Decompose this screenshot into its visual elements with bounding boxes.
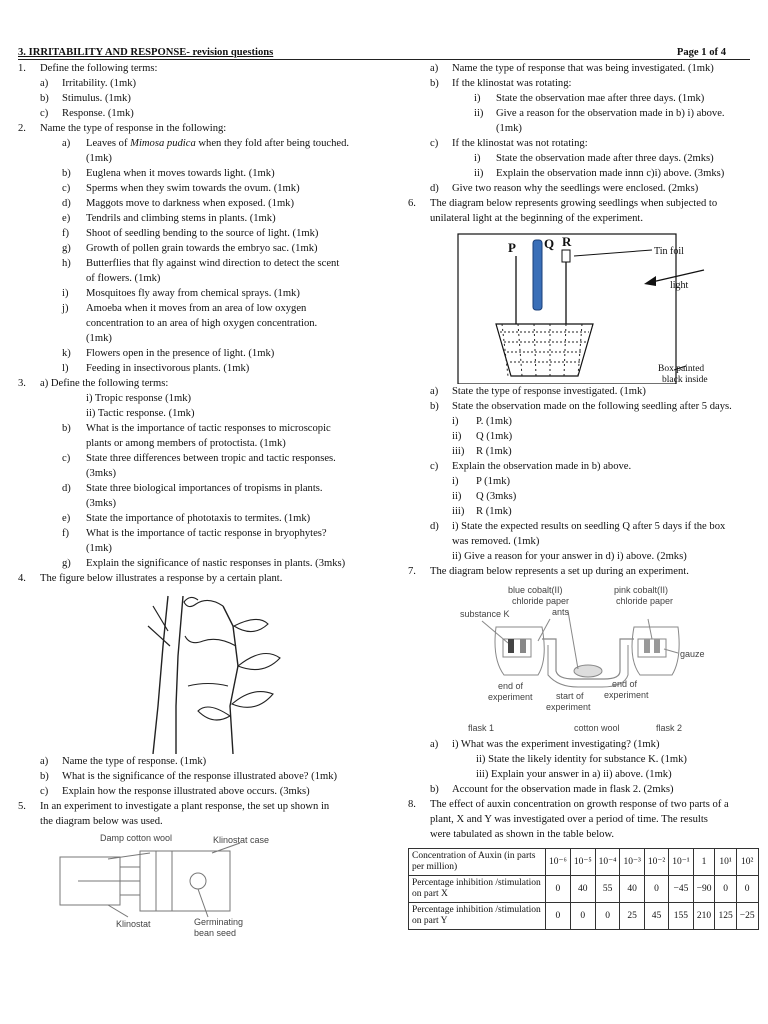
auxin-table <box>408 848 759 930</box>
question-line <box>18 76 362 91</box>
label-pink-chloride-paper: chloride paper <box>616 596 674 606</box>
question-text: Response. (1mk) <box>62 108 134 119</box>
question-line <box>18 754 362 769</box>
question-number: b) <box>430 784 439 795</box>
question-text: Butterflies that fly against wind direction to detect the scent <box>86 258 340 269</box>
question-number: a) <box>430 386 439 397</box>
question-text: (3mks) <box>86 468 117 479</box>
question-line <box>18 151 362 166</box>
question-list-1-4 <box>18 61 362 586</box>
label-substance-k: substance K <box>460 609 510 619</box>
question-text: Explain how the response illustrated above occurs. (3mks) <box>62 786 310 797</box>
question-text: P (1mk) <box>476 476 511 487</box>
question-line <box>408 812 760 827</box>
tendril-plant-drawing <box>18 586 362 754</box>
label-start-of: start of <box>556 691 584 701</box>
question-list-4-5 <box>18 754 362 829</box>
question-text: If the klinostat was not rotating: <box>452 138 588 149</box>
question-line <box>18 376 362 391</box>
question-number: d) <box>62 483 71 494</box>
question-number: 7. <box>408 566 416 577</box>
label-end-of-2: end of <box>612 679 638 689</box>
question-text: State three biological importances of tropisms in plants. <box>86 483 323 494</box>
question-line <box>408 181 760 196</box>
label-bean-seed: bean seed <box>194 928 237 938</box>
question-text: Maggots move to darkness when exposed. (1mk) <box>86 198 295 209</box>
question-number: a) <box>40 756 49 767</box>
question-number: 8. <box>408 799 416 810</box>
question-line <box>408 782 760 797</box>
question-list-5-6 <box>408 61 760 226</box>
question-text: was removed. (1mk) <box>452 536 540 547</box>
table-header-part-x: Percentage inhibition /stimulation on part X <box>409 876 546 903</box>
question-number: 5. <box>18 801 26 812</box>
question-text: Account for the observation made in flask 2. (2mks) <box>452 784 674 795</box>
page-number: Page 1 of 4 <box>676 47 726 58</box>
question-line <box>408 429 760 444</box>
question-list-7-8 <box>408 737 760 842</box>
question-text: Q (1mk) <box>476 431 513 442</box>
label-flask-1: flask 1 <box>468 723 495 733</box>
question-text: State the observation made on the following seedling after 5 days. <box>452 401 732 412</box>
table-cell: 125 <box>715 903 736 930</box>
table-cell: −45 <box>669 876 693 903</box>
question-text: Give a reason for the observation made in b) i) above. <box>496 108 725 119</box>
question-line <box>18 181 362 196</box>
label-box-painted: Box painted <box>658 364 705 374</box>
question-line <box>408 106 760 121</box>
question-text: State the observation mae after three days. (1mk) <box>496 93 705 104</box>
question-line <box>18 511 362 526</box>
question-text: Name the type of response in the following: <box>40 123 227 134</box>
question-line <box>18 106 362 121</box>
question-line <box>408 414 760 429</box>
table-cell: 40 <box>570 876 595 903</box>
question-text: Mosquitoes fly away from chemical sprays. (1mk) <box>86 288 300 299</box>
question-text: Shoot of seedling bending to the source of light. (1mk) <box>86 228 319 239</box>
question-line <box>18 391 362 406</box>
question-line <box>18 196 362 211</box>
label-end-of-1: end of <box>498 681 524 691</box>
question-line <box>408 151 760 166</box>
question-text: Explain the observation made innn c)i) above. (3mks) <box>496 168 725 179</box>
question-line <box>18 556 362 571</box>
question-line <box>408 797 760 812</box>
question-line <box>18 436 362 451</box>
question-line <box>18 496 362 511</box>
question-text: Euglena when it moves towards light. (1mk) <box>86 168 275 179</box>
question-text: a) Define the following terms: <box>40 378 169 389</box>
table-cell: 0 <box>570 903 595 930</box>
question-text: Growth of pollen grain towards the embryo sac. (1mk) <box>86 243 318 254</box>
question-line <box>18 166 362 181</box>
question-line <box>408 564 760 579</box>
question-text: i) State the expected results on seedling Q after 5 days if the box <box>452 521 726 532</box>
question-text: What is the importance of tactic responses to microscopic <box>86 423 331 434</box>
table-cell: 0 <box>546 876 571 903</box>
question-line <box>408 196 760 211</box>
question-text: If the klinostat was rotating: <box>452 78 572 89</box>
question-line <box>408 459 760 474</box>
label-klinostat: Klinostat <box>116 919 151 929</box>
question-number: d) <box>62 198 71 209</box>
question-line <box>18 784 362 799</box>
question-number: a) <box>62 138 71 149</box>
table-header-concentration: Concentration of Auxin (in parts per million) <box>409 849 546 876</box>
table-header-part-y: Percentage inhibition /stimulation on part Y <box>409 903 546 930</box>
question-text: Name the type of response. (1mk) <box>62 756 207 767</box>
question-line <box>408 504 760 519</box>
page-header <box>18 45 750 60</box>
question-number: d) <box>430 521 439 532</box>
question-line <box>408 737 760 752</box>
question-text: The effect of auxin concentration on growth response of two parts of a <box>430 799 729 810</box>
question-number: g) <box>62 558 71 569</box>
question-text: Explain the observation made in b) above. <box>452 461 632 472</box>
flask-experiment-diagram <box>408 579 760 737</box>
question-text: Feeding in insectivorous plants. (1mk) <box>86 363 250 374</box>
question-number: ii) <box>452 491 462 502</box>
question-text: State the type of response investigated. (1mk) <box>452 386 646 397</box>
question-line <box>18 814 362 829</box>
table-cell: 1 <box>693 849 715 876</box>
question-number: f) <box>62 228 70 239</box>
table-cell: 45 <box>644 903 668 930</box>
plant-tendril-figure <box>18 586 362 754</box>
table-row <box>409 876 759 903</box>
label-black-inside: black inside <box>662 375 708 384</box>
question-line <box>18 406 362 421</box>
question-number: e) <box>62 213 71 224</box>
question-number: 4. <box>18 573 26 584</box>
question-text: of flowers. (1mk) <box>86 273 161 284</box>
question-text: (1mk) <box>86 333 112 344</box>
question-number: c) <box>430 138 439 149</box>
klinostat-diagram <box>18 829 362 941</box>
question-number: ii) <box>452 431 462 442</box>
question-text: State the importance of phototaxis to termites. (1mk) <box>86 513 311 524</box>
label-seedling-r: R <box>562 234 572 249</box>
table-cell: 0 <box>736 876 758 903</box>
question-line <box>408 519 760 534</box>
question-line <box>408 827 760 842</box>
question-line <box>18 541 362 556</box>
question-number: i) <box>452 476 459 487</box>
left-column <box>18 61 362 941</box>
label-ants: ants <box>552 607 570 617</box>
table-cell: 155 <box>669 903 693 930</box>
table-row <box>409 849 759 876</box>
table-cell: 40 <box>620 876 644 903</box>
question-number: iii) <box>452 446 465 457</box>
question-text: P. (1mk) <box>476 416 512 427</box>
question-line <box>18 421 362 436</box>
question-line <box>18 256 362 271</box>
table-cell: 10⁻⁵ <box>570 849 595 876</box>
question-text: ii) State the likely identity for substance K. (1mk) <box>476 754 687 765</box>
label-damp-cotton-wool: Damp cotton wool <box>100 833 173 843</box>
question-number: f) <box>62 528 70 539</box>
question-line <box>18 226 362 241</box>
question-text: Stimulus. (1mk) <box>62 93 131 104</box>
question-line <box>18 121 362 136</box>
question-text: i) Tropic response (1mk) <box>86 393 192 404</box>
question-number: a) <box>430 739 439 750</box>
question-line <box>18 271 362 286</box>
question-line <box>408 76 760 91</box>
table-cell: 0 <box>715 876 736 903</box>
question-line <box>408 121 760 136</box>
label-blue-cobalt: blue cobalt(II) <box>508 585 563 595</box>
table-cell: 0 <box>644 876 668 903</box>
table-row <box>409 903 759 930</box>
question-line <box>18 211 362 226</box>
question-number: i) <box>62 288 69 299</box>
question-list-6-7 <box>408 384 760 579</box>
question-number: b) <box>430 401 439 412</box>
question-line <box>18 466 362 481</box>
label-experiment-2: experiment <box>604 690 649 700</box>
question-number: iii) <box>452 506 465 517</box>
table-cell: −90 <box>693 876 715 903</box>
question-number: c) <box>62 453 71 464</box>
question-number: e) <box>62 513 71 524</box>
label-germinating: Germinating <box>194 917 244 927</box>
question-line <box>408 91 760 106</box>
label-seedling-q: Q <box>544 236 555 251</box>
question-line <box>18 91 362 106</box>
question-line <box>408 384 760 399</box>
question-text: (1mk) <box>86 153 112 164</box>
question-text: Define the following terms: <box>40 63 158 74</box>
question-line <box>18 571 362 586</box>
question-number: c) <box>40 786 49 797</box>
question-text: What is the importance of tactic response in bryophytes? <box>86 528 327 539</box>
table-cell: 10¹ <box>715 849 736 876</box>
table-cell: 10⁻⁴ <box>595 849 620 876</box>
question-number: b) <box>430 78 439 89</box>
question-text: unilateral light at the beginning of the experiment. <box>430 213 643 224</box>
question-number: d) <box>430 183 439 194</box>
question-text: Flowers open in the presence of light. (1mk) <box>86 348 275 359</box>
question-text: concentration to an area of high oxygen concentration. <box>86 318 318 329</box>
label-pink-cobalt: pink cobalt(II) <box>614 585 669 595</box>
question-text: Name the type of response that was being investigated. (1mk) <box>452 63 714 74</box>
table-cell: 0 <box>595 903 620 930</box>
table-cell: 55 <box>595 876 620 903</box>
right-column <box>408 61 760 958</box>
label-experiment-start: experiment <box>546 702 591 712</box>
question-text: Give two reason why the seedlings were enclosed. (2mks) <box>452 183 699 194</box>
question-text: the diagram below was used. <box>40 816 163 827</box>
question-number: g) <box>62 243 71 254</box>
seedling-box-diagram <box>408 226 760 384</box>
label-flask-2: flask 2 <box>656 723 683 733</box>
question-line <box>408 444 760 459</box>
table-cell: −25 <box>736 903 758 930</box>
question-text: (1mk) <box>86 543 112 554</box>
question-text: In an experiment to investigate a plant response, the set up shown in <box>40 801 330 812</box>
question-text: iii) Explain your answer in a) ii) above. (1mk) <box>476 769 672 780</box>
question-number: c) <box>40 108 49 119</box>
question-line <box>18 361 362 376</box>
flask-figure <box>408 579 760 737</box>
label-klinostat-case: Klinostat case <box>213 835 270 845</box>
question-number: ii) <box>474 168 484 179</box>
question-number: 2. <box>18 123 26 134</box>
question-number: l) <box>62 363 69 374</box>
question-number: 1. <box>18 63 26 74</box>
question-number: i) <box>474 153 481 164</box>
question-number: 6. <box>408 198 416 209</box>
label-seedling-p: P <box>508 240 516 255</box>
question-number: a) <box>40 78 49 89</box>
question-number: i) <box>452 416 459 427</box>
label-gauze: gauze <box>680 649 705 659</box>
question-line <box>18 316 362 331</box>
question-line <box>18 331 362 346</box>
label-blue-chloride-paper: chloride paper <box>512 596 570 606</box>
document-title: 3. IRRITABILITY AND RESPONSE- revision questions <box>18 47 274 58</box>
question-text: Tendrils and climbing stems in plants. (1mk) <box>86 213 276 224</box>
question-line <box>408 61 760 76</box>
question-line <box>18 301 362 316</box>
question-text: R (1mk) <box>476 446 512 457</box>
label-experiment-1: experiment <box>488 692 533 702</box>
question-text: Explain the significance of nastic responses in plants. (3mks) <box>86 558 346 569</box>
question-text: State three differences between tropic and tactic responses. <box>86 453 336 464</box>
question-text: Irritability. (1mk) <box>62 78 137 89</box>
question-number: ii) <box>474 108 484 119</box>
question-number: j) <box>62 303 69 314</box>
question-line <box>408 767 760 782</box>
question-text: ii) Give a reason for your answer in d) i) above. (2mks) <box>452 551 687 562</box>
question-line <box>408 752 760 767</box>
question-line <box>18 526 362 541</box>
question-line <box>408 211 760 226</box>
question-line <box>408 549 760 564</box>
question-number: h) <box>62 258 71 269</box>
question-line <box>18 61 362 76</box>
question-line <box>18 481 362 496</box>
question-line <box>408 474 760 489</box>
question-line <box>18 286 362 301</box>
question-text: R (1mk) <box>476 506 512 517</box>
table-cell: 10⁻⁶ <box>546 849 571 876</box>
question-number: b) <box>40 771 49 782</box>
table-cell: 10² <box>736 849 758 876</box>
question-number: 3. <box>18 378 26 389</box>
question-number: b) <box>62 168 71 179</box>
seedling-box-figure <box>408 226 760 384</box>
question-text: The figure below illustrates a response by a certain plant. <box>40 573 283 584</box>
label-tin-foil: Tin foil <box>654 246 684 257</box>
question-text: (1mk) <box>496 123 522 134</box>
question-line <box>18 346 362 361</box>
question-text: Sperms when they swim towards the ovum. (1mk) <box>86 183 300 194</box>
table-cell: 10⁻¹ <box>669 849 693 876</box>
question-text: Leaves of Mimosa pudica when they fold after being touched. <box>86 138 350 149</box>
auxin-table-wrap <box>408 848 760 958</box>
question-line <box>18 769 362 784</box>
question-number: i) <box>474 93 481 104</box>
question-text: (3mks) <box>86 498 117 509</box>
question-number: b) <box>40 93 49 104</box>
question-text: Q (3mks) <box>476 491 517 502</box>
label-light: light <box>670 280 689 291</box>
table-cell: 25 <box>620 903 644 930</box>
question-text: Amoeba when it moves from an area of low oxygen <box>86 303 307 314</box>
question-number: a) <box>430 63 439 74</box>
question-number: b) <box>62 423 71 434</box>
question-text: were tabulated as shown in the table below. <box>430 829 615 840</box>
question-text: What is the significance of the response illustrated above? (1mk) <box>62 771 338 782</box>
question-line <box>18 451 362 466</box>
table-cell: 0 <box>546 903 571 930</box>
klinostat-figure <box>18 829 362 941</box>
question-text: i) What was the experiment investigating? (1mk) <box>452 739 660 750</box>
question-line <box>408 399 760 414</box>
label-cotton-wool: cotton wool <box>574 723 620 733</box>
question-line <box>18 241 362 256</box>
question-text: State the observation made after three days. (2mks) <box>496 153 714 164</box>
question-line <box>408 489 760 504</box>
question-line <box>408 136 760 151</box>
question-text: plants or among members of protoctista. (1mk) <box>86 438 286 449</box>
table-cell: 10⁻³ <box>620 849 644 876</box>
table-cell: 210 <box>693 903 715 930</box>
question-text: The diagram below represents a set up during an experiment. <box>430 566 689 577</box>
question-line <box>18 136 362 151</box>
question-number: c) <box>62 183 71 194</box>
question-text: plant, X and Y was investigated over a period of time. The results <box>430 814 708 825</box>
table-cell: 10⁻² <box>644 849 668 876</box>
question-text: The diagram below represents growing seedlings when subjected to <box>430 198 718 209</box>
question-line <box>408 534 760 549</box>
question-line <box>18 799 362 814</box>
question-line <box>408 166 760 181</box>
question-number: k) <box>62 348 71 359</box>
question-number: c) <box>430 461 439 472</box>
question-text: ii) Tactic response. (1mk) <box>86 408 195 419</box>
